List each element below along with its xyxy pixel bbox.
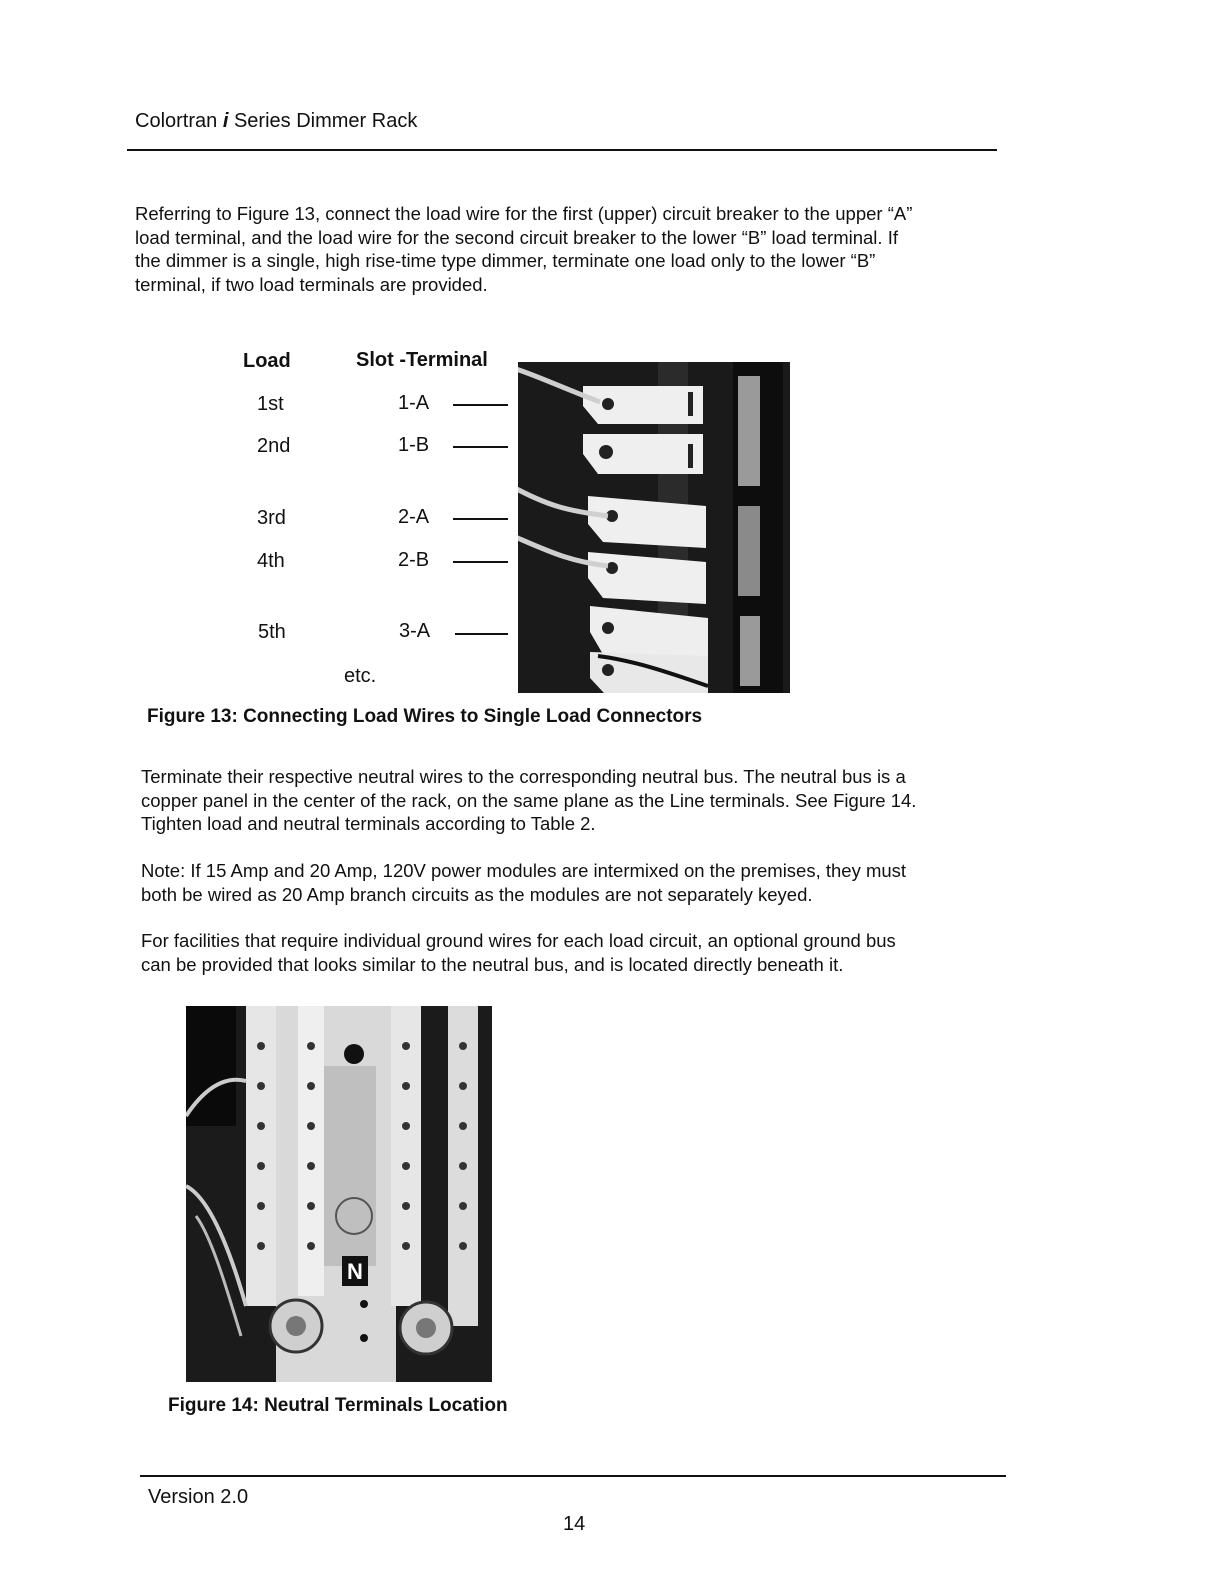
intro-line: terminal, if two load terminals are provided.: [135, 273, 488, 295]
figure13-col-slot: Slot -Terminal: [356, 349, 488, 371]
intro-line: the dimmer is a single, high rise-time type dimmer, terminate one load only to the lower “B”: [135, 250, 876, 271]
neutral-paragraph: [141, 765, 916, 836]
header-title-suffix: Series Dimmer Rack: [233, 110, 418, 132]
figure13-leader-3: [453, 518, 513, 520]
note-paragraph: [141, 859, 906, 906]
neutral-line: Terminate their respective neutral wires to the corresponding neutral bus. The neutral bus is a: [141, 766, 906, 787]
figure14-n-label: N: [347, 1259, 363, 1284]
header-rule: [127, 149, 997, 151]
figure13-slot-2: 1-B: [398, 434, 430, 456]
figure13-load-4: 4th: [257, 550, 285, 572]
footer-version: Version 2.0: [148, 1486, 249, 1508]
note-line: Note: If 15 Amp and 20 Amp, 120V power modules are intermixed on the premises, they must: [141, 860, 907, 881]
intro-line: Referring to Figure 13, connect the load wire for the first (upper) circuit breaker to the upper “A”: [135, 203, 913, 224]
page-number: 14: [563, 1513, 586, 1535]
figure13-leader-1: [453, 404, 513, 406]
figure13-load-3: 3rd: [257, 507, 286, 529]
footer-rule: [140, 1475, 1006, 1477]
neutral-line: Tighten load and neutral terminals according to Table 2.: [141, 813, 596, 834]
ground-line: For facilities that require individual ground wires for each load circuit, an optional ground bus: [141, 930, 896, 951]
figure13-load-2: 2nd: [257, 435, 291, 457]
figure13-slot-1: 1-A: [398, 392, 430, 414]
ground-paragraph: [141, 929, 896, 976]
figure13-load-1: 1st: [257, 393, 284, 415]
figure13-leader-5: [455, 633, 513, 635]
figure13-col-load: Load: [243, 350, 291, 372]
figure13-load-5: 5th: [258, 621, 286, 643]
intro-line: load terminal, and the load wire for the second circuit breaker to the lower “B” load terminal. If: [135, 226, 898, 248]
header-title-series: i: [222, 110, 229, 132]
note-line: both be wired as 20 Amp branch circuits as the modules are not separately keyed.: [141, 883, 813, 905]
figure14-caption: Figure 14: Neutral Terminals Location: [168, 1395, 508, 1416]
header-title: [135, 110, 417, 133]
figure13-slot-5: 3-A: [399, 620, 431, 642]
figure13-leader-2: [453, 446, 513, 448]
figure14-neutral-photo: [186, 1006, 492, 1382]
figure13-leader-4: [453, 561, 513, 563]
figure13-caption: Figure 13: Connecting Load Wires to Single Load Connectors: [147, 706, 703, 727]
intro-paragraph: [135, 202, 912, 296]
figure13-etc: etc.: [344, 665, 377, 687]
ground-line: can be provided that looks similar to the neutral bus, and is located directly beneath it.: [141, 953, 844, 975]
neutral-line: copper panel in the center of the rack, on the same plane as the Line terminals. See Figure 14.: [141, 789, 917, 811]
header-title-prefix: Colortran: [135, 110, 218, 132]
figure13-terminal-photo: [508, 356, 790, 693]
figure13-slot-4: 2-B: [398, 549, 430, 571]
figure13-slot-3: 2-A: [398, 506, 430, 528]
